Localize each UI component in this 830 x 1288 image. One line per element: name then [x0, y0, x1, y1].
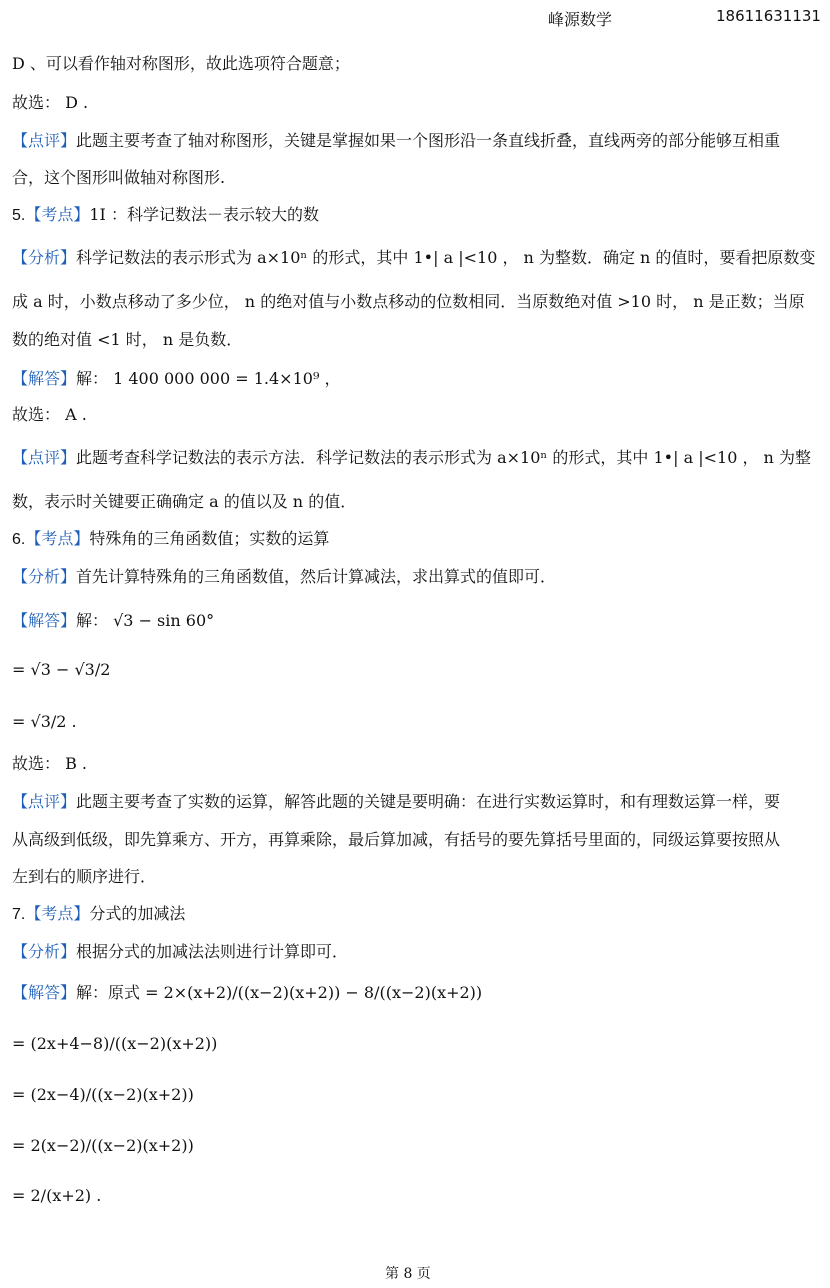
q6-answer: 故选： B .	[12, 754, 88, 773]
q6-analysis: 【分析】首先计算特殊角的三角函数值，然后计算减法，求出算式的值即可．	[12, 567, 557, 586]
q6-step-2: = √3/2 .	[12, 712, 77, 731]
header-phone: 18611631131	[716, 7, 821, 25]
q5-solution: 【解答】解： 1 400 000 000 = 1.4×10⁹ ，	[12, 369, 341, 388]
label-jieda: 【解答】	[12, 983, 77, 1002]
label-kaodian: 【考点】	[25, 529, 90, 548]
label-fenxi: 【分析】	[12, 567, 77, 586]
q7-step-2: = (2x−4)/((x−2)(x+2))	[12, 1085, 194, 1104]
label-jieda: 【解答】	[12, 369, 77, 388]
q5-comment-2: 数，表示时关键要正确确定 a 的值以及 n 的值．	[12, 492, 357, 511]
q5-analysis-2: 成 a 时，小数点移动了多少位， n 的绝对值与小数点移动的位数相同．当原数绝对值 >10 时， n 是正数；当原	[12, 292, 805, 311]
q5-kaodian: 5.【考点】1I ：科学记数法－表示较大的数	[12, 205, 319, 224]
label-fenxi: 【分析】	[12, 248, 77, 267]
q7-solution: 【解答】解：原式 = 2×(x+2)/((x−2)(x+2)) − 8/((x−2)(x+2))	[12, 983, 483, 1002]
q6-comment-2: 从高级到低级，即先算乘方、开方，再算乘除，最后算加减，有括号的要先算括号里面的，同级运算要按照从	[12, 830, 781, 849]
label-jieda: 【解答】	[12, 611, 77, 630]
label-fenxi: 【分析】	[12, 942, 77, 961]
q6-comment-3: 左到右的顺序进行．	[12, 867, 157, 886]
q4-option-d: D 、可以看作轴对称图形，故此选项符合题意；	[12, 54, 350, 73]
q7-step-3: = 2(x−2)/((x−2)(x+2))	[12, 1136, 194, 1155]
q6-solution: 【解答】解： √3 − sin 60°	[12, 611, 215, 630]
q4-comment-2: 合，这个图形叫做轴对称图形.	[12, 168, 226, 187]
label-kaodian: 【考点】	[25, 205, 90, 224]
q5-answer: 故选： A .	[12, 405, 87, 424]
q5-analysis-1: 【分析】科学记数法的表示形式为 a×10ⁿ 的形式，其中 1•| a |<10 ， n 为整数．确定 n 的值时，要看把原数变	[12, 248, 816, 267]
q7-kaodian: 7.【考点】分式的加减法	[12, 904, 186, 923]
q6-step-1: = √3 − √3/2	[12, 660, 111, 679]
q6-kaodian: 6.【考点】特殊角的三角函数值；实数的运算	[12, 529, 330, 548]
q7-analysis: 【分析】根据分式的加减法法则进行计算即可．	[12, 942, 349, 961]
q7-step-4: = 2/(x+2) .	[12, 1186, 102, 1205]
q6-comment-1: 【点评】此题主要考查了实数的运算，解答此题的关键是要明确：在进行实数运算时，和有理数运算一样，要	[12, 792, 781, 811]
q5-analysis-3: 数的绝对值 <1 时， n 是负数．	[12, 330, 243, 349]
label-kaodian: 【考点】	[25, 904, 90, 923]
header-name: 峰源数学	[548, 10, 613, 29]
label-dianping: 【点评】	[12, 448, 77, 467]
q4-answer: 故选： D .	[12, 93, 89, 112]
label-dianping: 【点评】	[12, 792, 77, 811]
q4-comment-1: 【点评】此题主要考查了轴对称图形，关键是掌握如果一个图形沿一条直线折叠，直线两旁的部分能够互相重	[12, 131, 781, 150]
q5-comment-1: 【点评】此题考查科学记数法的表示方法．科学记数法的表示形式为 a×10ⁿ 的形式，其中 1•| a |<10 ， n 为整	[12, 448, 811, 467]
label-dianping: 【点评】	[12, 131, 77, 150]
q7-step-1: = (2x+4−8)/((x−2)(x+2))	[12, 1034, 218, 1053]
page-number: 第 8 页	[385, 1266, 431, 1282]
